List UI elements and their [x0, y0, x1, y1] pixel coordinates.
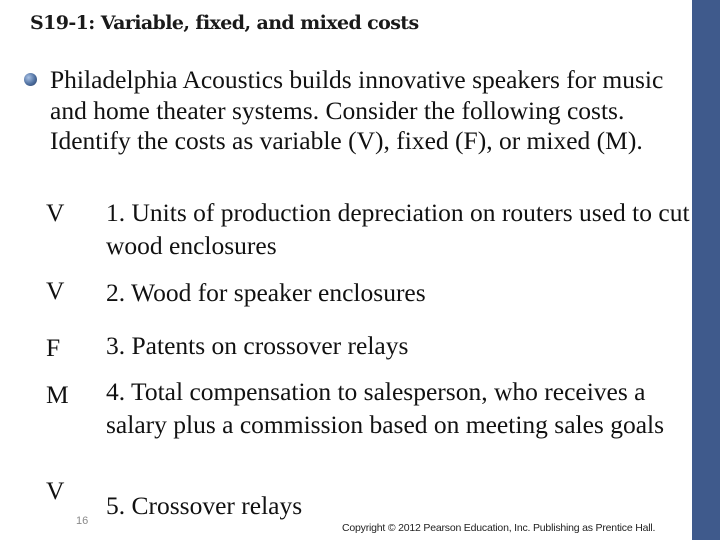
answer-1: V [46, 198, 65, 227]
cost-item-2: 2. Wood for speaker enclosures [106, 278, 426, 307]
answer-5: V [46, 476, 65, 505]
cost-item-5: 5. Crossover relays [106, 491, 303, 520]
answer-4: M [46, 380, 69, 409]
answer-2: V [46, 276, 65, 305]
page-number: 16 [76, 515, 89, 527]
cost-item-1: 1. Units of production depreciation on routers used to cut wood enclosures [106, 198, 690, 260]
cost-item-3: 3. Patents on crossover relays [106, 331, 409, 360]
cost-item-4: 4. Total compensation to salesperson, who receives a salary plus a commission based on meeting sales goals [106, 377, 665, 439]
accent-bar [692, 0, 720, 540]
copyright-notice: Copyright © 2012 Pearson Education, Inc. Publishing as Prentice Hall. [342, 522, 656, 534]
bullet-icon [24, 73, 37, 86]
intro-paragraph: Philadelphia Acoustics builds innovative speakers for music and home theater systems. Consider the following costs. Identify the costs as variable (V), fixed (F), or mixed (M). [50, 65, 664, 155]
slide-title: S19-1: Variable, fixed, and mixed costs [30, 12, 419, 34]
answer-3: F [46, 333, 61, 362]
